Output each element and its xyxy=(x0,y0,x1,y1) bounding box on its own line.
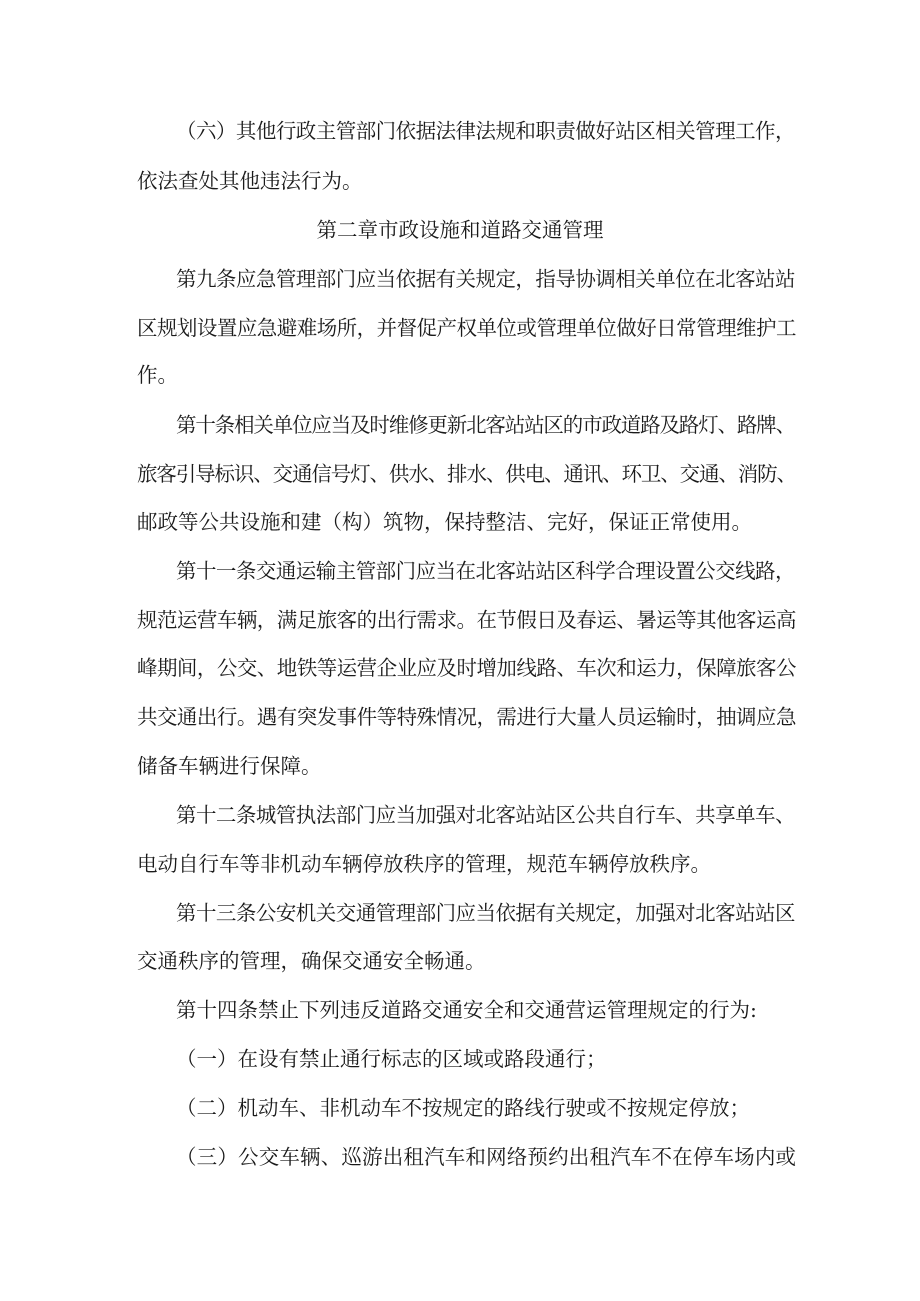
article-10-line-2: 旅客引导标识、交通信号灯、供水、排水、供电、通讯、环卫、交通、消防、 xyxy=(137,462,796,486)
article-14-item-1: （一）在设有禁止通行标志的区域或路段通行； xyxy=(176,1047,607,1071)
article-10-line-3: 邮政等公共设施和建（构）筑物，保持整洁、完好，保证正常使用。 xyxy=(137,510,752,534)
article-14-item-3: （三）公交车辆、巡游出租汽车和网络预约出租汽车不在停车场内或 xyxy=(176,1145,797,1169)
article-14-line-1: 第十四条禁止下列违反道路交通安全和交通营运管理规定的行为: xyxy=(176,998,757,1022)
article-9-line-2: 区规划设置应急避难场所，并督促产权单位或管理单位做好日常管理维护工 xyxy=(137,316,796,340)
article-11-line-4: 共交通出行。遇有突发事件等特殊情况，需进行大量人员运输时，抽调应急 xyxy=(137,705,796,729)
article-9-line-3: 作。 xyxy=(137,363,178,387)
article-14-item-2: （二）机动车、非机动车不按规定的路线行驶或不按规定停放； xyxy=(176,1096,750,1120)
article-10-line-1: 第十条相关单位应当及时维修更新北客站站区的市政道路及路灯、路牌、 xyxy=(176,413,795,437)
item-6-line-2: 依法查处其他违法行为。 xyxy=(137,169,363,193)
article-9-line-1: 第九条应急管理部门应当依据有关规定，指导协调相关单位在北客站站 xyxy=(176,267,795,291)
article-11-line-5: 储备车辆进行保障。 xyxy=(137,754,322,778)
article-12-line-1: 第十二条城管执法部门应当加强对北客站站区公共自行车、共享单车、 xyxy=(176,803,795,827)
article-11-line-1: 第十一条交通运输主管部门应当在北客站站区科学合理设置公交线路， xyxy=(176,559,795,583)
article-13-line-1: 第十三条公安机关交通管理部门应当依据有关规定，加强对北客站站区 xyxy=(176,901,795,925)
item-6-line-1: （六）其他行政主管部门依据法律法规和职责做好站区相关管理工作， xyxy=(176,119,795,143)
chapter-2-heading: 第二章市政设施和道路交通管理 xyxy=(316,218,604,242)
article-11-line-3: 峰期间，公交、地铁等运营企业应及时增加线路、车次和运力，保障旅客公 xyxy=(137,656,796,680)
article-13-line-2: 交通秩序的管理，确保交通安全畅通。 xyxy=(137,949,486,973)
article-11-line-2: 规范运营车辆，满足旅客的出行需求。在节假日及春运、暑运等其他客运高 xyxy=(137,608,796,632)
article-12-line-2: 电动自行车等非机动车辆停放秩序的管理，规范车辆停放秩序。 xyxy=(137,852,711,876)
